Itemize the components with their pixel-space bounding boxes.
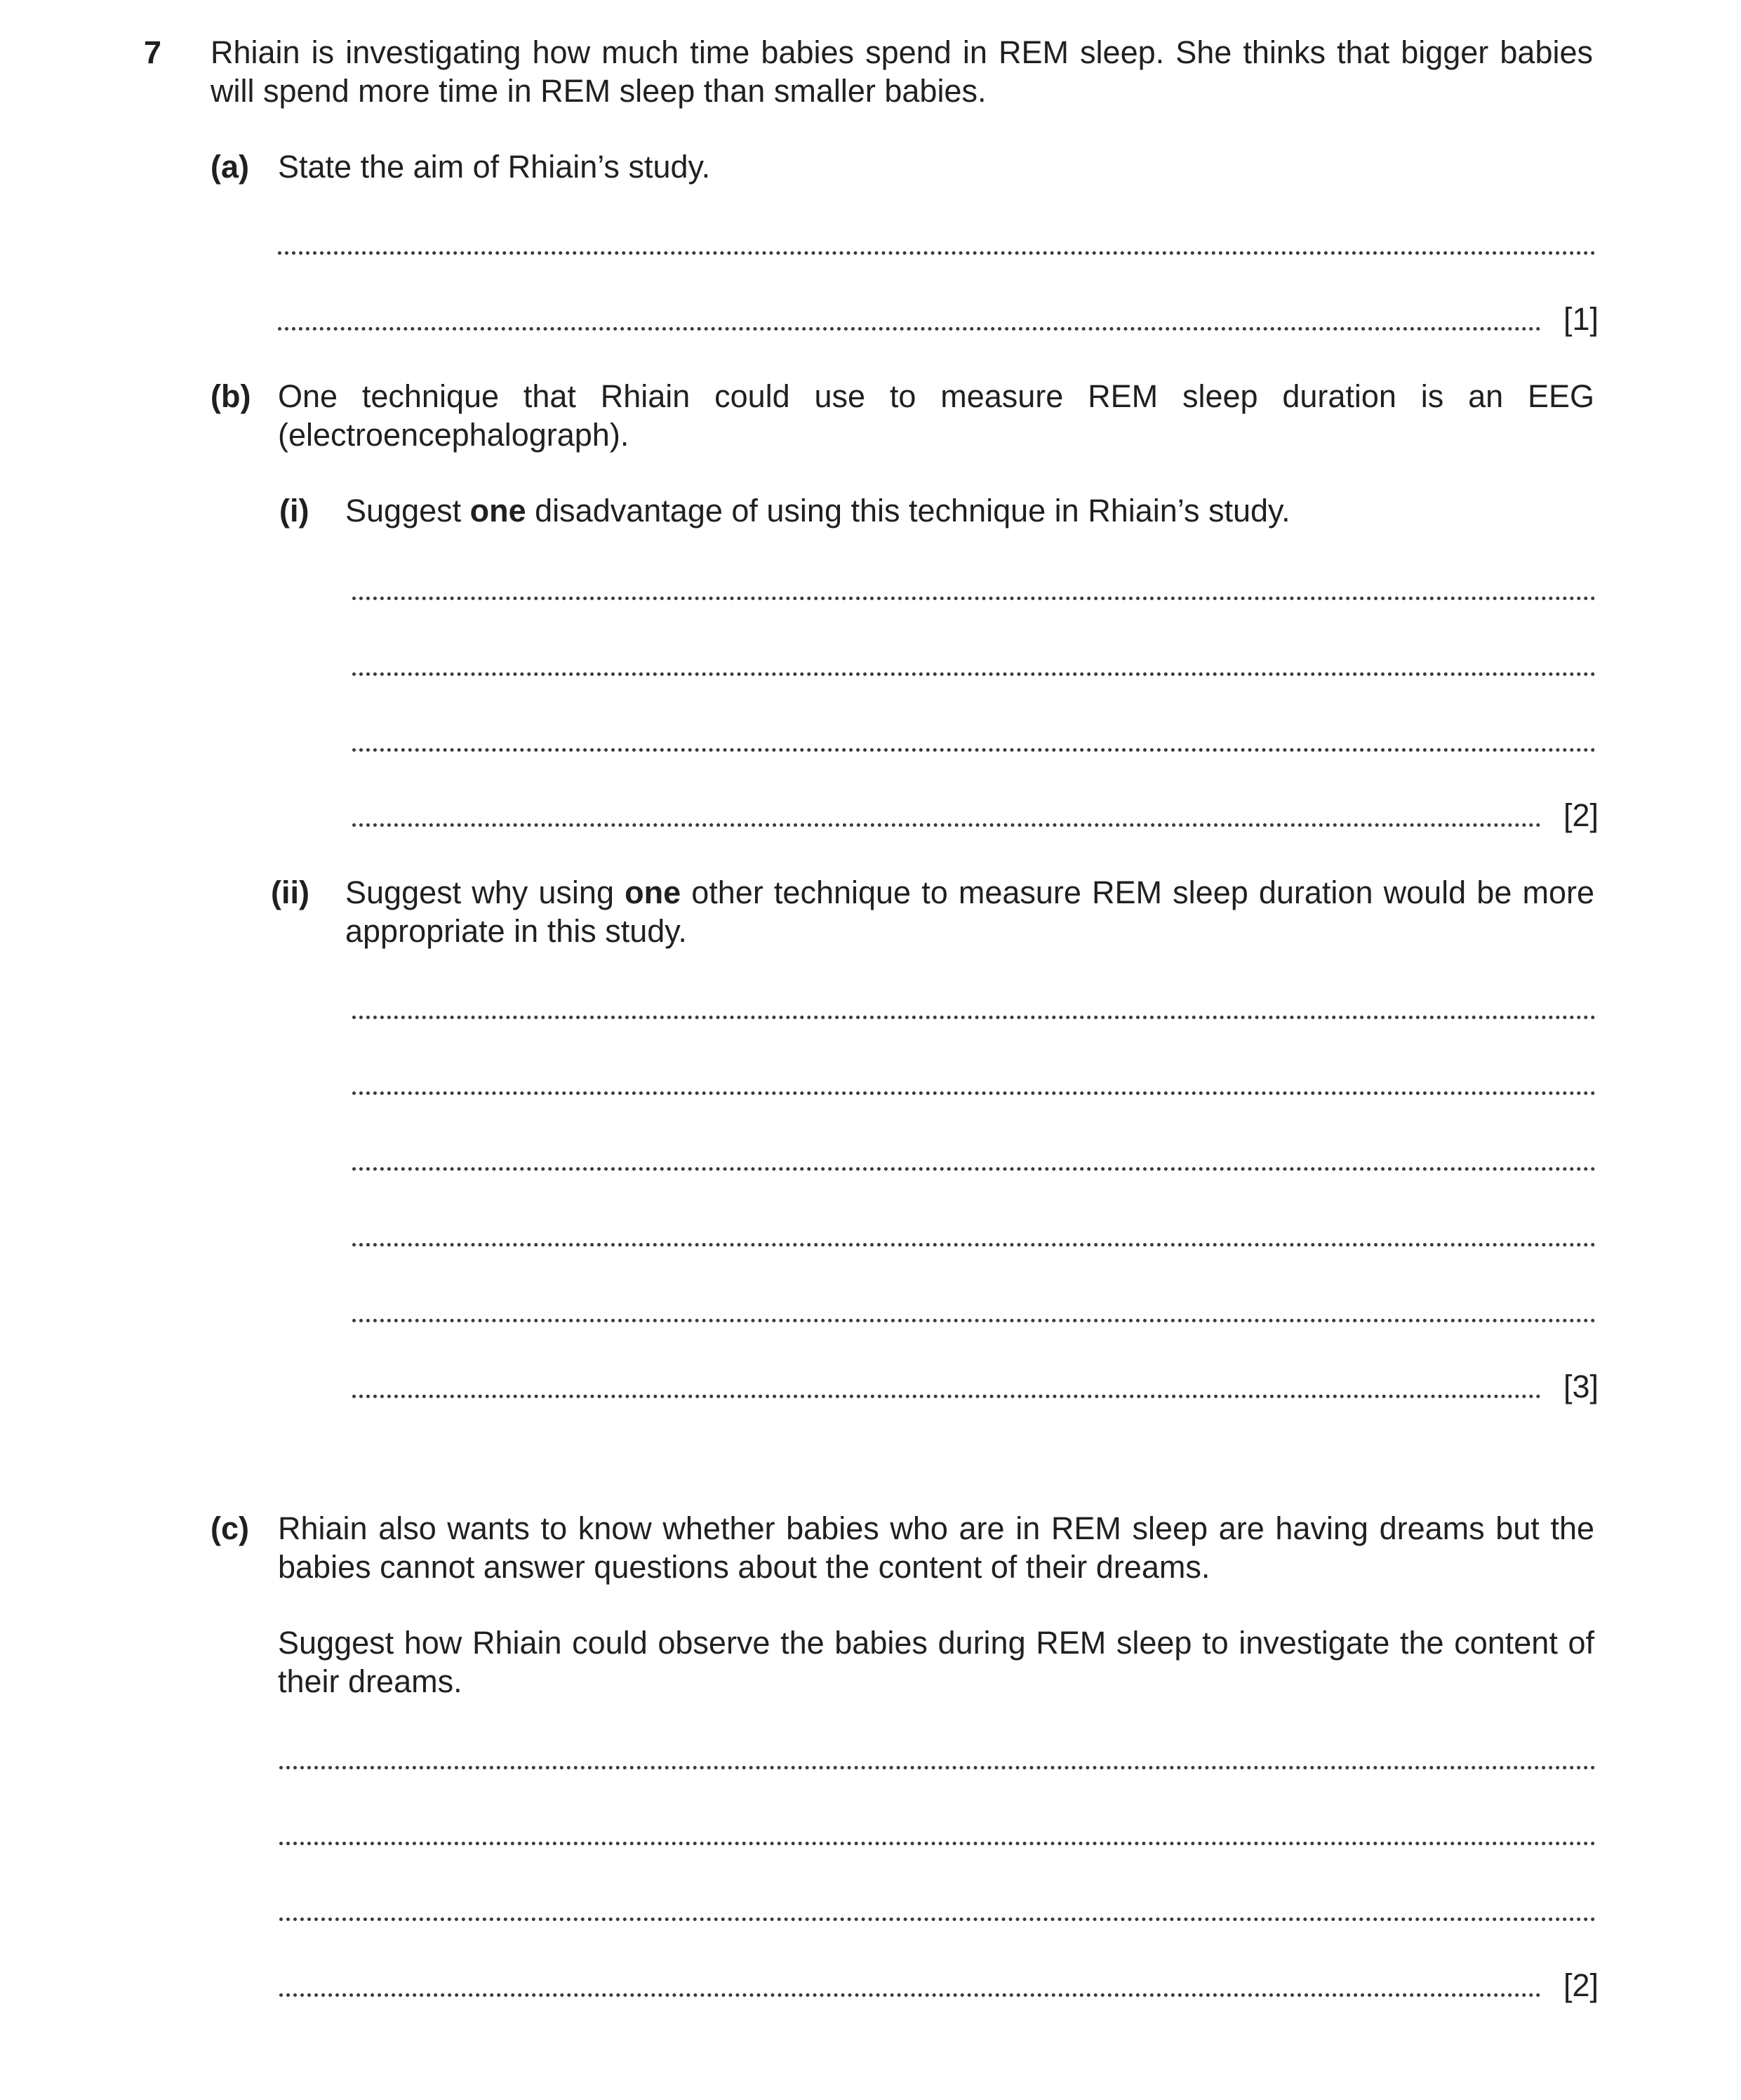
- part-b-ii-text-bold: one: [625, 875, 681, 910]
- marks-b-i: [2]: [1563, 797, 1599, 833]
- part-a-label: (a): [211, 149, 249, 185]
- part-a-text: State the aim of Rhiain’s study.: [278, 149, 711, 185]
- answer-line-b-ii-1[interactable]: [352, 1009, 1596, 1019]
- answer-line-a-2[interactable]: [278, 320, 1541, 331]
- part-b-i-label: (i): [279, 493, 309, 529]
- question-number: 7: [144, 34, 162, 70]
- part-c-text2-line1: Suggest how Rhiain could observe the babies during REM sleep to investigate the content of: [278, 1625, 1594, 1661]
- part-b-i-text-after: disadvantage of using this technique in Rhiain’s study.: [526, 493, 1290, 529]
- answer-line-c-2[interactable]: [279, 1835, 1596, 1845]
- part-c-label: (c): [211, 1510, 249, 1546]
- answer-line-b-i-4[interactable]: [352, 816, 1541, 827]
- part-b-ii-text-line1: [345, 873, 1594, 912]
- answer-line-c-3[interactable]: [279, 1910, 1596, 1921]
- part-b-i-text-bold: one: [469, 493, 526, 529]
- answer-line-b-i-2[interactable]: [352, 665, 1596, 676]
- part-b-ii-text-before: Suggest why using: [345, 875, 625, 910]
- answer-line-b-ii-4[interactable]: [352, 1236, 1596, 1247]
- part-b-label: (b): [211, 378, 251, 414]
- part-c-text-line1: Rhiain also wants to know whether babies who are in REM sleep are having dreams but the: [278, 1510, 1594, 1546]
- answer-line-b-ii-2[interactable]: [352, 1084, 1596, 1095]
- part-b-ii-label: (ii): [271, 875, 309, 910]
- part-b-text-line1: One technique that Rhiain could use to measure REM sleep duration is an EEG: [278, 378, 1594, 414]
- part-b-i-text: [345, 491, 1290, 530]
- marks-a: [1]: [1563, 301, 1599, 337]
- part-b-text-line2: (electroencephalograph).: [278, 417, 629, 453]
- part-b-ii-text-line2: appropriate in this study.: [345, 913, 687, 949]
- answer-line-c-1[interactable]: [279, 1759, 1596, 1769]
- answer-line-c-4[interactable]: [279, 1986, 1541, 1997]
- marks-c: [2]: [1563, 1967, 1599, 2003]
- part-b-ii-text-after: other technique to measure REM sleep duration would be more: [681, 875, 1594, 910]
- part-c-text2-line2: their dreams.: [278, 1663, 462, 1699]
- answer-line-b-ii-5[interactable]: [352, 1312, 1596, 1322]
- answer-line-b-ii-3[interactable]: [352, 1160, 1596, 1171]
- question-intro-line1: Rhiain is investigating how much time babies spend in REM sleep. She thinks that bigger babies: [211, 34, 1593, 70]
- question-intro-line2: will spend more time in REM sleep than smaller babies.: [211, 73, 987, 109]
- answer-line-b-i-1[interactable]: [352, 590, 1596, 600]
- answer-line-b-i-3[interactable]: [352, 741, 1596, 752]
- part-c-text-line2: babies cannot answer questions about the content of their dreams.: [278, 1549, 1210, 1585]
- part-b-i-text-before: Suggest: [345, 493, 470, 529]
- answer-line-a-1[interactable]: [278, 244, 1596, 255]
- marks-b-ii: [3]: [1563, 1369, 1599, 1404]
- answer-line-b-ii-6[interactable]: [352, 1388, 1541, 1398]
